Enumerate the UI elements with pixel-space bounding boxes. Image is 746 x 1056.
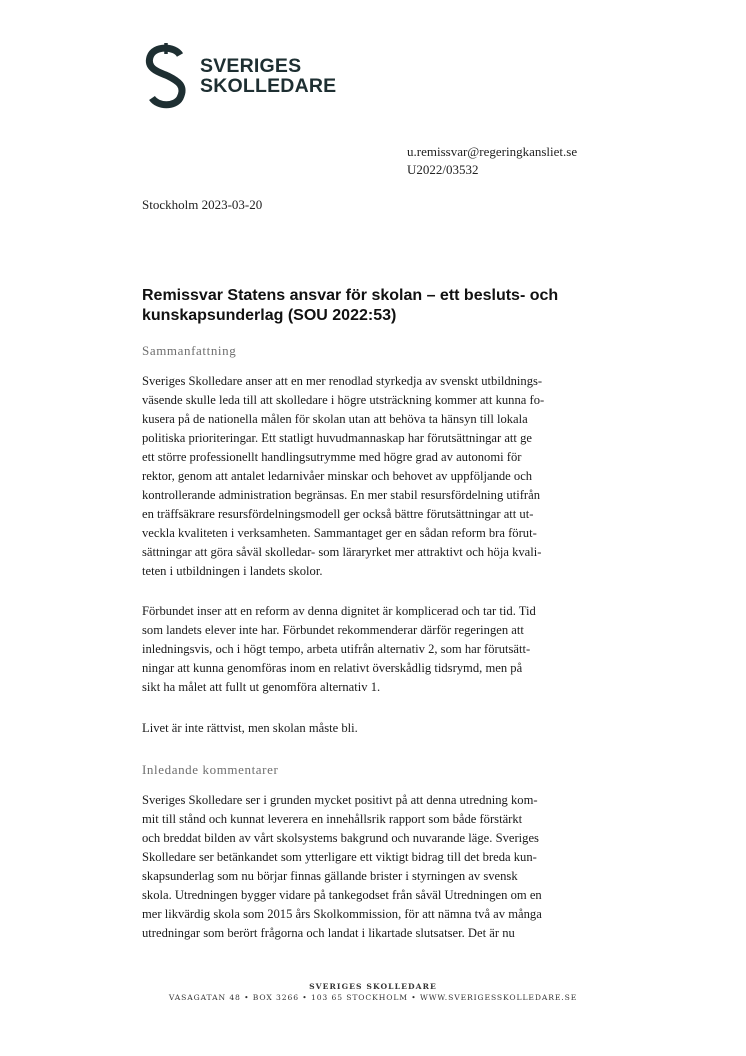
paragraph-line: och breddat bilden av vårt skolsystems bakgrund och nuvarande läge. Sveriges	[142, 831, 539, 845]
paragraph-line: en träffsäkrare resursfördelningsmodell ger också bättre förutsättningar att ut-	[142, 507, 534, 521]
paragraph-line: mer likvärdig skola som 2015 års Skolkommission, för att nämna två av många	[142, 907, 542, 921]
logo-line-2: SKOLLEDARE	[200, 75, 337, 97]
paragraph-line: inledningsvis, och i högt tempo, arbeta utifrån alternativ 2, som har förutsätt-	[142, 642, 531, 656]
paragraph-line: Livet är inte rättvist, men skolan måste bli.	[142, 721, 358, 735]
paragraph-line: teten i utbildningen i landets skolor.	[142, 564, 323, 578]
page-footer	[0, 981, 746, 1003]
paragraph-line: ningar att kunna genomföras inom en relativt överskådlig tidsrymd, men på	[142, 661, 523, 675]
section-heading-sammanfattning: Sammanfattning	[142, 343, 237, 358]
paragraph-line: mit till stånd och kunnat leverera en innehållsrik rapport som både förstärkt	[142, 812, 523, 826]
document-title	[142, 286, 612, 326]
title-line: kunskapsunderlag (SOU 2022:53)	[142, 307, 397, 324]
paragraph	[142, 719, 612, 738]
paragraph-line: Sveriges Skolledare anser att en mer renodlad styrkedja av svenskt utbildnings-	[142, 374, 543, 388]
paragraph-line: sikt ha målet att fullt ut genomföra alternativ 1.	[142, 680, 381, 694]
paragraph-line: Skolledare ser betänkandet som ytterligare ett viktigt bidrag till det breda kun-	[142, 850, 537, 864]
paragraph-line: sättningar att göra såväl skolledar- som läraryrket mer attraktivt och höja kvali-	[142, 545, 542, 559]
recipient-block	[407, 143, 577, 179]
reference-number: U2022/03532	[407, 162, 479, 177]
footer-organization: SVERIGES SKOLLEDARE	[309, 982, 437, 991]
paragraph-line: rektor, genom att antalet ledarnivåer minskar och behovet av uppföljande och	[142, 469, 533, 483]
paragraph-line: skola. Utredningen bygger vidare på tankegodset från såväl Utredningen om en	[142, 888, 542, 902]
section-heading-inledande-kommentarer: Inledande kommentarer	[142, 762, 279, 777]
title-line: Remissvar Statens ansvar för skolan – ett besluts- och	[142, 287, 559, 304]
paragraph-line: utredningar som berört frågorna och landat i likartade slutsatser. Det är nu	[142, 926, 515, 940]
paragraph-line: Sveriges Skolledare ser i grunden mycket positivt på att denna utredning kom-	[142, 793, 538, 807]
dateline: Stockholm 2023-03-20	[142, 197, 263, 212]
paragraph-line: skapsunderlag som nu börjar finnas gällande brister i styrningen av svensk	[142, 869, 518, 883]
paragraph-line: veckla kvaliteten i verksamheten. Sammantaget ger en sådan reform bra förut-	[142, 526, 537, 540]
logo-line-1: SVERIGES	[200, 55, 302, 77]
paragraph-line: ett större professionellt handlingsutrymme med högre grad av autonomi för	[142, 450, 522, 464]
paragraph-line: Förbundet inser att en reform av denna dignitet är komplicerad och tar tid. Tid	[142, 604, 536, 618]
paragraph	[142, 602, 612, 697]
recipient-email: u.remissvar@regeringkansliet.se	[407, 144, 578, 159]
footer-address: VASAGATAN 48 • BOX 3266 • 103 65 STOCKHOLM • WWW.SVERIGESSKOLLEDARE.SE	[168, 993, 578, 1002]
paragraph	[142, 372, 612, 581]
paragraph-line: kusera på de nationella målen för skolan utan att behöva ta hänsyn till lokala	[142, 412, 528, 426]
logo	[142, 42, 336, 110]
sveriges-skolledare-s-mark-icon	[142, 42, 190, 110]
paragraph-line: politiska prioriteringar. Ett statligt huvudmannaskap har förutsättningar att ge	[142, 431, 532, 445]
paragraph-line: väsende skulle leda till att skolledare i högre utsträckning kommer att kunna fo-	[142, 393, 545, 407]
paragraph-line: kontrollerande administration begränsas. En mer stabil resursfördelning utifrån	[142, 488, 540, 502]
paragraph	[142, 791, 612, 943]
paragraph-line: som landets elever inte har. Förbundet rekommenderar därför regeringen att	[142, 623, 524, 637]
